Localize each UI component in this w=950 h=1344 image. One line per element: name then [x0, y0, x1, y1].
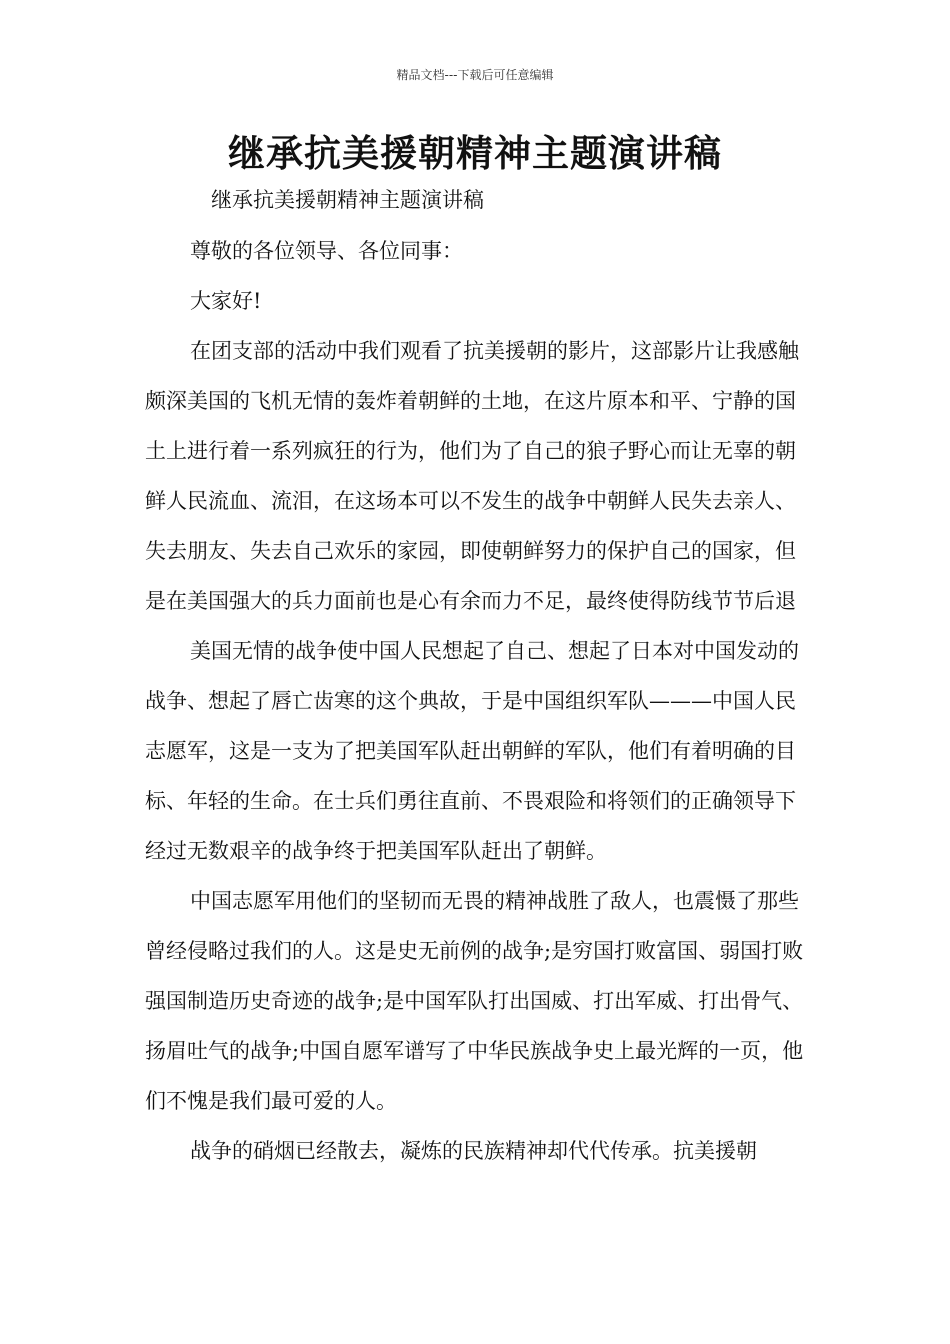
salutation: 尊敬的各位领导、各位同事： [190, 239, 463, 263]
header-note: 精品文档---下载后可任意编辑 [396, 68, 554, 82]
document-subtitle: 继承抗美援朝精神主题演讲稿 [211, 188, 484, 212]
body-paragraph-1: 在团支部的活动中我们观看了抗美援朝的影片，这部影片让我感触颇深美国的飞机无情的轰炸着朝鲜的土地，在这片原本和平、宁静的国土上进行着一系列疯狂的行为，他们为了自己的狼子野心而让无辜的朝鲜人民流血、流泪，在这场本可以不发生的战争中朝鲜人民失去亲人、失去朋友、失去自己欢乐的家园，即使朝鲜努力的保护自己的国家，但是在美国强大的兵力面前也是心有余而力不足，最终使得防线节节后退 [145, 339, 799, 613]
greeting: 大家好! [190, 289, 262, 313]
body-paragraph-4: 战争的硝烟已经散去，凝炼的民族精神却代代传承。抗美援朝 [190, 1139, 757, 1163]
body-paragraph-2: 美国无情的战争使中国人民想起了自己、想起了日本对中国发动的战争、想起了唇亡齿寒的这个典故，于是中国组织军队———中国人民志愿军，这是一支为了把美国军队赶出朝鲜的军队，他们有着明确的目标、年轻的生命。在士兵们勇往直前、不畏艰险和将领们的正确领导下经过无数艰辛的战争终于把美国军队赶出了朝鲜。 [145, 639, 799, 863]
document-body [145, 184, 815, 1176]
document-title: 继承抗美援朝精神主题演讲稿 [228, 131, 722, 175]
body-paragraph-3: 中国志愿军用他们的坚韧而无畏的精神战胜了敌人，也震慑了那些曾经侵略过我们的人。这是史无前例的战争;是穷国打败富国、弱国打败强国制造历史奇迹的战争;是中国军队打出国威、打出军威、打出骨气、扬眉吐气的战争;中国自愿军谱写了中华民族战争史上最光辉的一页，他们不愧是我们最可爱的人。 [145, 889, 804, 1113]
